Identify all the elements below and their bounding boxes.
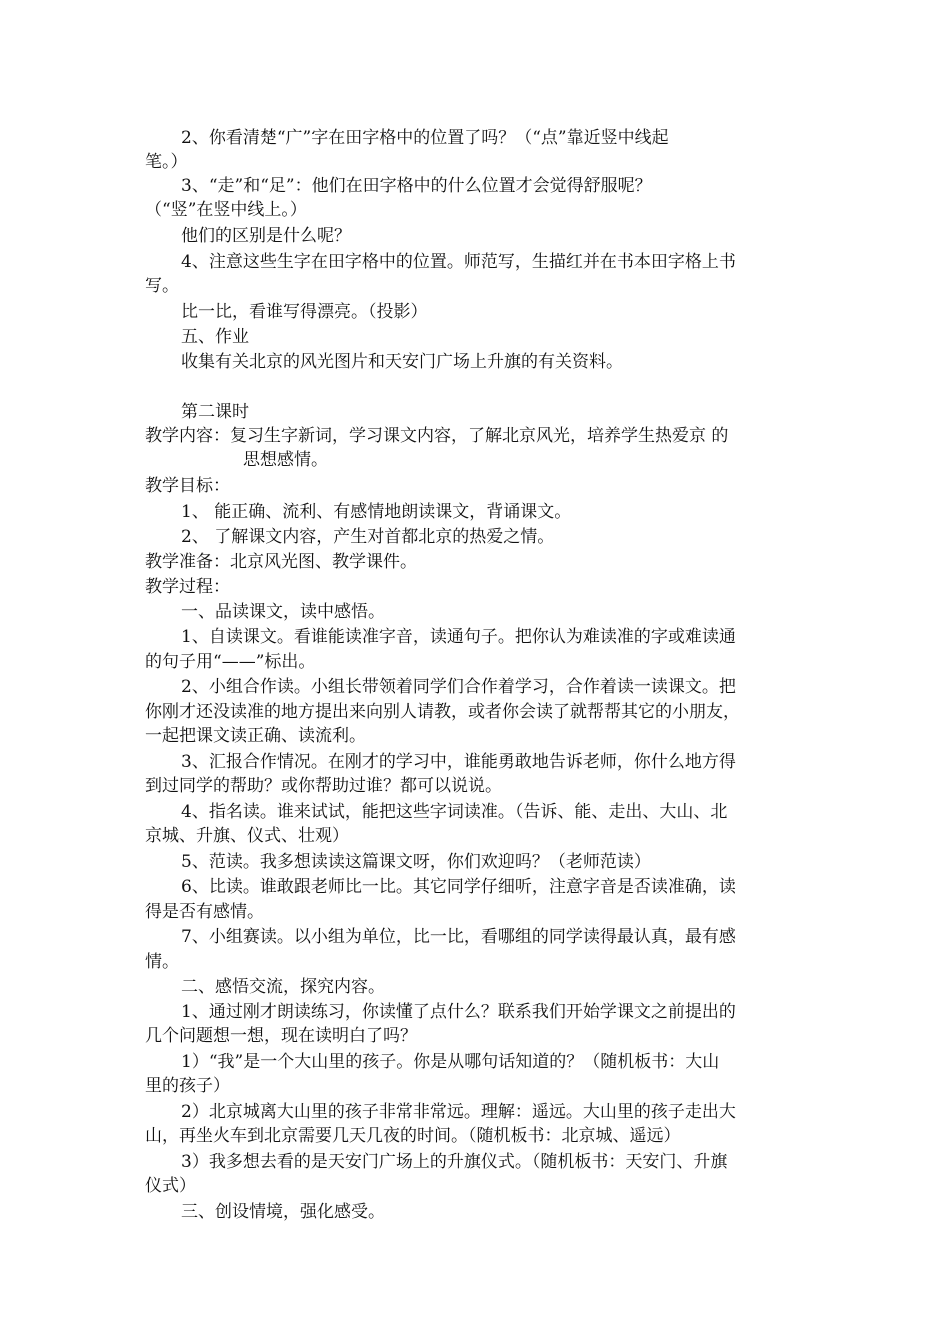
lesson-heading: 第二课时 <box>181 402 249 422</box>
section-heading: 教学过程： <box>145 577 230 597</box>
text-line: 几个问题想一想，现在读明白了吗？ <box>145 1026 417 1046</box>
list-item: 2、 了解课文内容，产生对首都北京的热爱之情。 <box>181 527 555 547</box>
list-item: 1、 能正确、流利、有感情地朗读课文，背诵课文。 <box>181 502 572 522</box>
text-line: 4、指名读。谁来试试，能把这些字词读准。（告诉、能、走出、大山、北 <box>181 802 728 822</box>
section-heading: 三、创设情境，强化感受。 <box>181 1202 385 1222</box>
text-line: 情。 <box>145 952 179 972</box>
text-line: 1）“我”是一个大山里的孩子。你是从哪句话知道的？（随机板书：大山 <box>181 1052 720 1072</box>
text-line: 他们的区别是什么呢？ <box>181 226 351 246</box>
text-line: 里的孩子） <box>145 1076 230 1096</box>
text-line: 5、范读。我多想读读这篇课文呀，你们欢迎吗？（老师范读） <box>181 852 651 872</box>
text-line: 一起把课文读正确、读流利。 <box>145 726 366 746</box>
text-line: 收集有关北京的风光图片和天安门广场上升旗的有关资料。 <box>181 352 623 372</box>
text-line: 3、汇报合作情况。在刚才的学习中，谁能勇敢地告诉老师，你什么地方得 <box>181 752 736 772</box>
text-line: 仪式） <box>145 1176 196 1196</box>
text-line: 写。 <box>145 276 179 296</box>
text-line: 的句子用“——”标出。 <box>145 652 316 672</box>
text-line: （“竖”在竖中线上。） <box>145 200 307 220</box>
section-heading: 一、品读课文，读中感悟。 <box>181 602 385 622</box>
text-line: 2）北京城离大山里的孩子非常非常远。理解：遥远。大山里的孩子走出大 <box>181 1102 736 1122</box>
section-heading: 五、作业 <box>181 327 249 347</box>
text-line: 教学准备：北京风光图、教学课件。 <box>145 552 417 572</box>
text-line: 到过同学的帮助？或你帮助过谁？都可以说说。 <box>145 776 502 796</box>
text-line: 3）我多想去看的是天安门广场上的升旗仪式。（随机板书：天安门、升旗 <box>181 1152 728 1172</box>
section-heading: 教学目标： <box>145 476 230 496</box>
text-line: 笔。） <box>145 152 188 172</box>
text-line: 得是否有感情。 <box>145 902 264 922</box>
section-heading: 二、感悟交流，探究内容。 <box>181 977 385 997</box>
text-line: 比一比，看谁写得漂亮。（投影） <box>181 302 428 322</box>
text-line: 6、比读。谁敢跟老师比一比。其它同学仔细听，注意字音是否读准确，读 <box>181 877 736 897</box>
text-line: 7、小组赛读。以小组为单位，比一比，看哪组的同学读得最认真，最有感 <box>181 927 736 947</box>
text-line: 3、“走”和“足”：他们在田字格中的什么位置才会觉得舒服呢？ <box>181 176 652 196</box>
text-line: 2、你看清楚“广”字在田字格中的位置了吗？（“点”靠近竖中线起 <box>181 128 669 148</box>
text-line: 思想感情。 <box>243 450 328 470</box>
text-line: 教学内容：复习生字新词，学习课文内容，了解北京风光，培养学生热爱京 的 <box>145 426 729 446</box>
text-line: 京城、升旗、仪式、壮观） <box>145 826 349 846</box>
text-line: 山，再坐火车到北京需要几天几夜的时间。（随机板书：北京城、遥远） <box>145 1126 681 1146</box>
text-line: 你刚才还没读准的地方提出来向别人请教，或者你会读了就帮帮其它的小朋友， <box>145 702 740 722</box>
text-line: 2、小组合作读。小组长带领着同学们合作着学习，合作着读一读课文。把 <box>181 677 736 697</box>
text-line: 1、通过刚才朗读练习，你读懂了点什么？联系我们开始学课文之前提出的 <box>181 1002 736 1022</box>
text-line: 1、自读课文。看谁能读准字音，读通句子。把你认为难读准的字或难读通 <box>181 627 736 647</box>
text-line: 4、注意这些生字在田字格中的位置。师范写，生描红并在书本田字格上书 <box>181 252 736 272</box>
